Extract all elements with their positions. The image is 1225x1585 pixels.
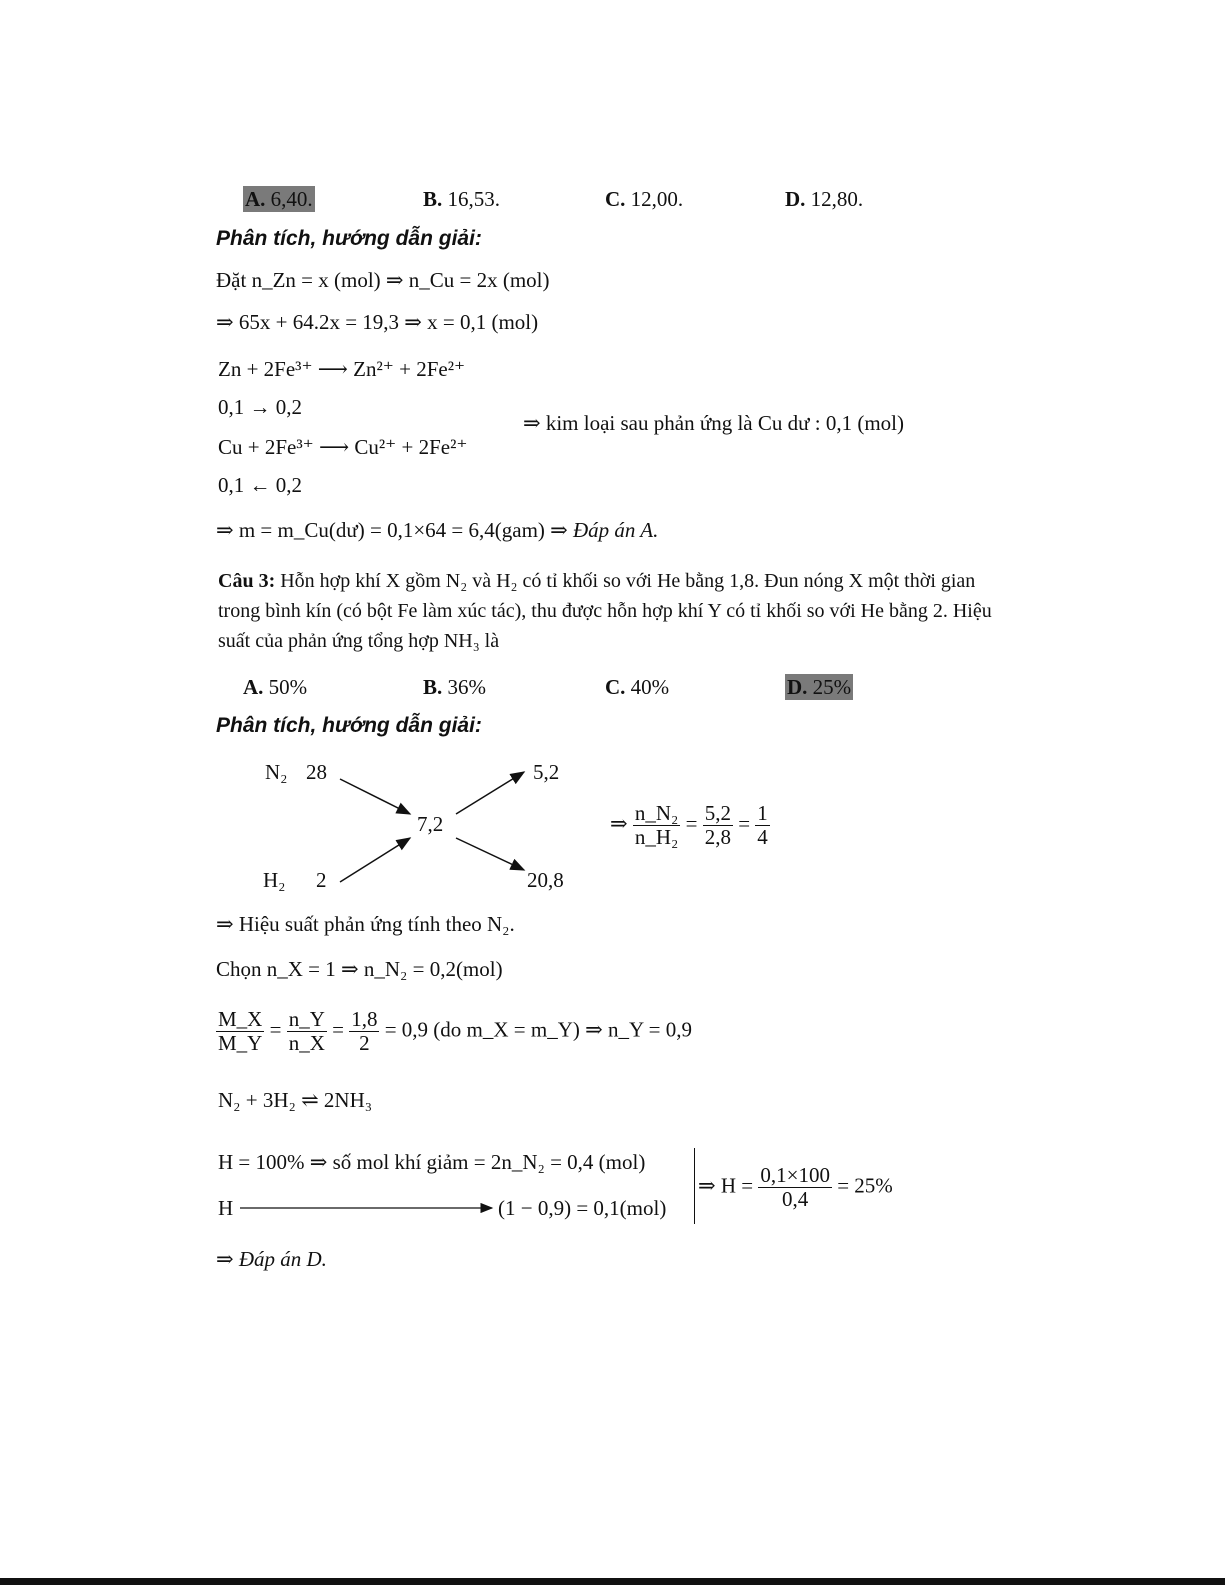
diagram-h2-label: H₂: [263, 868, 286, 892]
highlighted-answer: A. 6,40.: [245, 187, 313, 211]
q2-reaction1-mol: 0,1 → 0,2: [218, 395, 302, 419]
page-bottom-border: [0, 1578, 1225, 1585]
q2-reaction-conclusion: ⇒ kim loại sau phản ứng là Cu dư : 0,1 (mol): [523, 411, 904, 435]
q3-answer: ⇒ Đáp án D.: [216, 1247, 327, 1271]
q2-option-b: B. 16,53.: [423, 187, 501, 211]
ratio-expression: ⇒ $\frac{\text{n\_N₂}}{\text{n\_H₂}}$ = $\frac{5,2}{2,8}$ = $\frac{1}{4}$: [610, 801, 768, 850]
q3-h100-line: H = 100% ⇒ số mol khí giảm = 2n_N₂ = 0,4 (mol): [218, 1150, 646, 1174]
q3-brace: [690, 1148, 695, 1224]
diagram-bottom-right-value: 20,8: [527, 868, 564, 892]
q3-h-label: H: [218, 1196, 234, 1220]
q2-answer: Đáp án A.: [573, 518, 659, 542]
highlighted-answer: D. 25%: [787, 675, 852, 699]
q2-line2: ⇒ 65x + 64.2x = 19,3 ⇒ x = 0,1 (mol): [216, 310, 539, 334]
q2-option-d: D. 12,80.: [785, 187, 864, 211]
q2-line1: Đặt n_Zn = x (mol) ⇒ n_Cu = 2x (mol): [216, 268, 550, 292]
q3-choose-line: Chọn n_X = 1 ⇒ n_N₂ = 0,2(mol): [216, 957, 503, 981]
q2-reaction1: Zn + 2Fe³⁺ ⟶ Zn²⁺ + 2Fe²⁺: [218, 357, 466, 381]
q3-h-result: ⇒ H = $\frac{0,1\times 100}{0,4}$ = 25%: [698, 1163, 893, 1212]
q2-reaction2: Cu + 2Fe³⁺ ⟶ Cu²⁺ + 2Fe²⁺: [218, 435, 468, 459]
q3-text: Hỗn hợp khí X gồm N₂ và H₂ có tỉ khối so với He bằng 1,8. Đun nóng X một thời gian trong bình kín (có bột Fe làm xúc tác), thu được hỗn hợp khí Y có tỉ khối so với He bằng 2. Hiệu suất của phản ứng tổng hợp NH₃ là: [218, 570, 992, 652]
q3-option-b: B. 36%: [423, 675, 487, 699]
q3-option-c: C. 40%: [605, 675, 670, 699]
q2-solution-heading: Phân tích, hướng dẫn giải:: [216, 227, 482, 250]
q3-yield-basis: ⇒ Hiệu suất phản ứng tính theo N₂.: [216, 912, 515, 936]
diagram-n2-label: N₂: [265, 760, 288, 784]
diagram-center-value: 7,2: [417, 812, 444, 836]
diagram-n2-value: 28: [306, 760, 327, 784]
q3-equilibrium-equation: N₂ + 3H₂ ⇌ 2NH₃: [218, 1088, 373, 1112]
q2-option-c: C. 12,00.: [605, 187, 684, 211]
q3-option-a: A. 50%: [243, 675, 308, 699]
q3-h-value: (1 − 0,9) = 0,1(mol): [498, 1196, 667, 1220]
q3-solution-heading: Phân tích, hướng dẫn giải:: [216, 714, 482, 737]
q3-molar-mass-ratio: $\frac{M\_X}{M\_Y}$ = $\frac{n\_Y}{n\_X}$ = $\frac{1,8}{2}$ = 0,9 (do m_X = m_Y) ⇒ n_Y = 0,9: [218, 1007, 692, 1056]
diagram-h2-value: 2: [316, 868, 327, 892]
q3-label: Câu 3:: [218, 570, 276, 592]
q2-reaction2-mol: 0,1 ← 0,2: [218, 473, 302, 497]
diagram-top-right-value: 5,2: [533, 760, 560, 784]
q2-result: ⇒ m = m_Cu(dư) = 0,1×64 = 6,4(gam) ⇒ Đáp án A.: [216, 518, 659, 542]
